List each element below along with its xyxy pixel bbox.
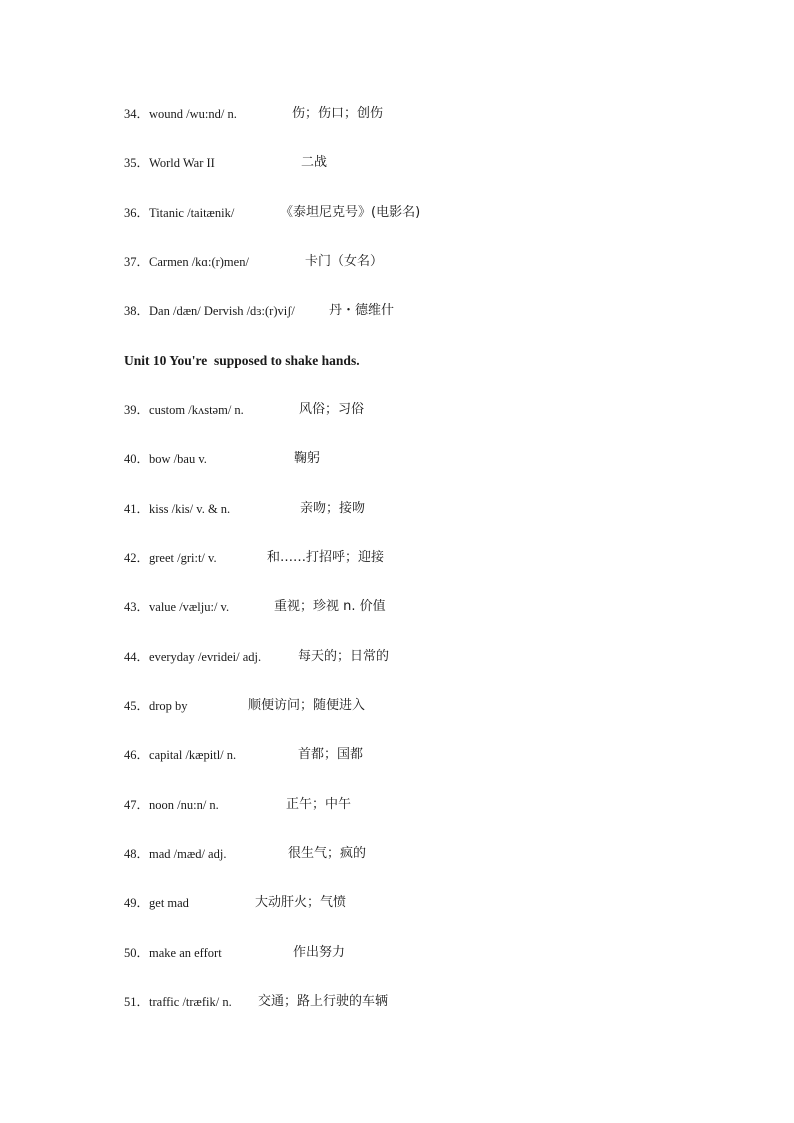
vocab-entry <box>124 647 390 667</box>
entry-chinese: 顺便访问；随便进入 <box>248 698 366 713</box>
entry-chinese: 交通；路上行驶的车辆 <box>258 994 389 1009</box>
entry-number: 39． <box>124 403 150 417</box>
entry-chinese: 作出努力 <box>293 945 346 960</box>
unit-heading: Unit 10 You're supposed to shake hands. <box>124 353 360 368</box>
entry-english: capital /kæpitl/ n. <box>149 748 237 762</box>
entry-number: 40． <box>124 452 150 466</box>
entry-chinese: 正午；中午 <box>286 797 352 812</box>
entry-number: 47． <box>124 798 150 812</box>
entry-english: everyday /evridei/ adj. <box>149 650 262 664</box>
entry-chinese: 大动肝火；气愤 <box>255 895 347 910</box>
entry-number: 45． <box>124 699 150 713</box>
entry-number: 35． <box>124 156 150 170</box>
entry-number: 41． <box>124 502 150 516</box>
entry-chinese: 重视；珍视 n. 价值 <box>274 599 386 614</box>
entry-number: 38． <box>124 304 150 318</box>
vocab-entry <box>124 449 321 469</box>
vocab-entry <box>124 104 384 124</box>
vocab-entry <box>124 597 386 617</box>
entry-number: 50． <box>124 946 150 960</box>
entry-chinese: 鞠躬 <box>294 451 321 466</box>
vocab-entry <box>124 548 385 568</box>
vocab-entry <box>124 745 364 765</box>
entry-number: 46． <box>124 748 150 762</box>
entry-english: Dan /dæn/ Dervish /dɜ:(r)viʃ/ <box>149 304 295 318</box>
entry-english: noon /nu:n/ n. <box>149 798 219 812</box>
entry-english: wound /wu:nd/ n. <box>149 107 237 121</box>
entry-chinese: 《泰坦尼克号》(电影名) <box>280 205 421 220</box>
vocab-entry <box>124 301 395 321</box>
entry-number: 44． <box>124 650 150 664</box>
vocab-entry <box>124 499 366 519</box>
entry-number: 37． <box>124 255 150 269</box>
entry-english: Carmen /kɑ:(r)men/ <box>149 255 249 269</box>
entry-english: value /vælju:/ v. <box>149 600 230 614</box>
entry-number: 51． <box>124 995 150 1009</box>
entry-number: 36． <box>124 206 150 220</box>
entry-english: World War II <box>149 156 215 170</box>
entry-english: Titanic /taitænik/ <box>149 206 235 220</box>
vocab-entry <box>124 400 365 420</box>
entry-chinese: 伤；伤口；创伤 <box>292 106 384 121</box>
entry-chinese: 二战 <box>301 155 328 170</box>
entry-chinese: 卡门（女名） <box>305 254 384 269</box>
entry-chinese: 风俗；习俗 <box>299 402 365 417</box>
entry-english: kiss /kis/ v. & n. <box>149 502 231 516</box>
entry-chinese: 首都；国都 <box>298 747 364 762</box>
vocab-entry <box>124 943 346 963</box>
entry-chinese: 丹・德维什 <box>329 303 395 318</box>
vocab-entry <box>124 203 421 223</box>
entry-number: 43． <box>124 600 150 614</box>
entry-chinese: 亲吻；接吻 <box>300 501 366 516</box>
vocab-entry <box>124 252 384 272</box>
entry-chinese: 和……打招呼；迎接 <box>267 550 385 565</box>
entry-english: custom /kʌstəm/ n. <box>149 403 244 417</box>
vocab-entry <box>124 844 367 864</box>
entry-number: 49． <box>124 896 150 910</box>
entry-chinese: 每天的；日常的 <box>298 649 390 664</box>
vocab-entry <box>124 893 347 913</box>
entry-number: 48． <box>124 847 150 861</box>
entry-english: traffic /træfik/ n. <box>149 995 232 1009</box>
entry-english: greet /gri:t/ v. <box>149 551 217 565</box>
vocab-entry <box>124 153 328 173</box>
entry-number: 34． <box>124 107 150 121</box>
entry-english: make an effort <box>149 946 222 960</box>
vocab-entry <box>124 992 389 1012</box>
vocab-entry <box>124 696 366 716</box>
entry-english: bow /bau v. <box>149 452 207 466</box>
entry-english: drop by <box>149 699 188 713</box>
vocab-entry <box>124 795 352 815</box>
entry-english: get mad <box>149 896 189 910</box>
entry-number: 42． <box>124 551 150 565</box>
entry-english: mad /mæd/ adj. <box>149 847 227 861</box>
entry-chinese: 很生气；疯的 <box>288 846 367 861</box>
